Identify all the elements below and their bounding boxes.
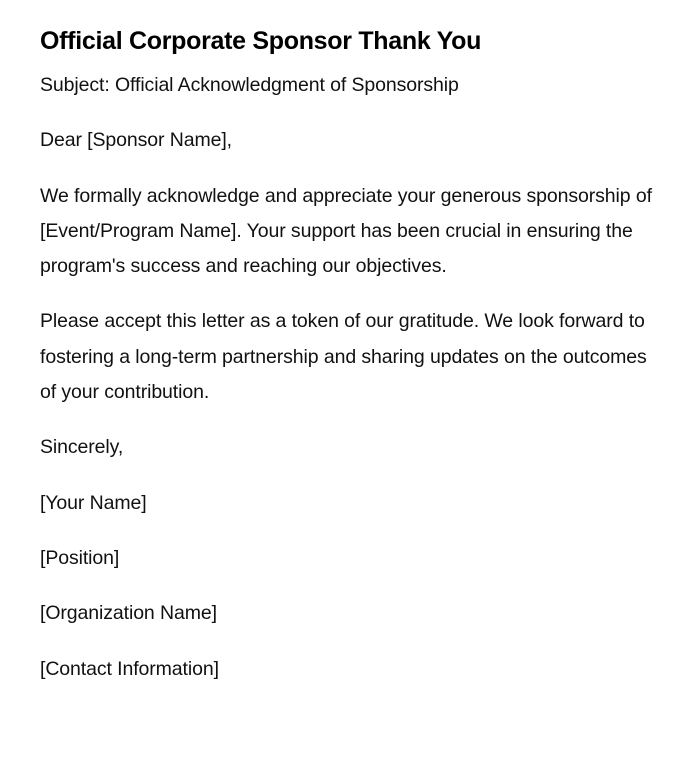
- salutation: Dear [Sponsor Name],: [40, 129, 233, 152]
- signature-organization: [Organization Name]: [40, 602, 217, 625]
- closing: Sincerely,: [40, 436, 124, 459]
- signature-position: [Position]: [40, 546, 120, 569]
- body-paragraph-acknowledgment: We formally acknowledge and appreciate your generous sponsorship of [Event/Program Name]. Your support has been crucial in ensuring the program's success and reaching our objectives.: [40, 184, 652, 278]
- document-title: Official Corporate Sponsor Thank You: [40, 27, 482, 55]
- signature-contact: [Contact Information]: [40, 657, 219, 680]
- body-paragraph-gratitude: Please accept this letter as a token of our gratitude. We look forward to fostering a long-term partnership and sharing updates on the outcomes of your contribution.: [40, 310, 647, 404]
- signature-name: [Your Name]: [40, 491, 147, 514]
- subject-line: Subject: Official Acknowledgment of Sponsorship: [40, 74, 459, 96]
